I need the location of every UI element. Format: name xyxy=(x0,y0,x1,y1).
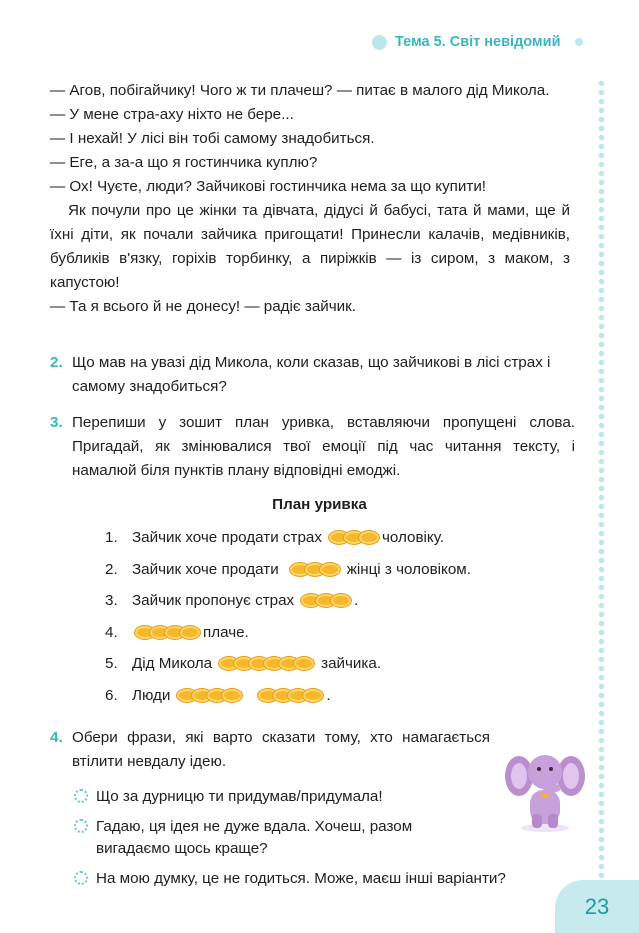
task-4 xyxy=(50,726,490,774)
task-number: 3. xyxy=(50,414,63,431)
plan-item-number: 3. xyxy=(105,592,118,610)
elephant-illustration-icon xyxy=(505,748,585,834)
plan-item xyxy=(105,617,471,649)
dotted-margin-line xyxy=(598,79,605,889)
header-dot-icon xyxy=(372,35,387,50)
task-text: Перепиши у зошит план уривка, вставляючи пропущені слова. Пригадай, як змінювалися твої емоції під час читання тексту, і намалюй біля пунктів плану відповідні емоджі. xyxy=(72,414,575,479)
phrase-options xyxy=(74,786,506,898)
plan-item-text-after: . xyxy=(326,686,331,704)
page-number: 23 xyxy=(555,880,639,933)
task-text: Обери фрази, які варто сказати тому, хто намагається втілити невдалу ідею. xyxy=(72,729,490,770)
blank-icon xyxy=(300,593,352,608)
section-title: Тема 5. Світ невідомий xyxy=(395,34,561,50)
task-number: 2. xyxy=(50,354,63,371)
phrase-option[interactable] xyxy=(74,786,506,808)
plan-item xyxy=(105,585,471,617)
task-3 xyxy=(50,411,575,483)
plan-item-number: 1. xyxy=(105,529,118,547)
plan-item-number: 4. xyxy=(105,623,118,641)
plan-item-text-after: жінці з чоловіком. xyxy=(346,560,471,578)
plan-item-text-before: Зайчик хоче продати xyxy=(132,560,279,578)
plan-item-number: 5. xyxy=(105,655,118,673)
story-line: — Ох! Чуєте, люди? Зайчикові гостинчика нема за що купити! xyxy=(50,178,487,195)
blank-icon xyxy=(328,530,380,545)
page-header xyxy=(372,34,583,50)
story-paragraph: Як почули про це жінки та дівчата, дідусі й бабусі, тата й мами, ще й їхні діти, як почали зайчика пригощати! Принесли калачів, медівників, бубликів в'язку, горіхів торбинку, а пиріжків — із сиром, з маком, з капустою! xyxy=(50,202,570,291)
plan-item xyxy=(105,648,471,680)
story-text xyxy=(50,79,570,319)
story-line: — Та я всього й не донесу! — радіє зайчик. xyxy=(50,298,357,315)
blank-icon xyxy=(176,688,243,703)
task-number: 4. xyxy=(50,729,63,746)
blank-icon xyxy=(134,625,201,640)
phrase-text: Гадаю, ця ідея не дуже вдала. Хочеш, разом вигадаємо щось краще? xyxy=(96,818,413,857)
phrase-text: Що за дурницю ти придумав/придумала! xyxy=(96,788,383,805)
plan-item xyxy=(105,522,471,554)
plan-item-text-before: Люди xyxy=(132,686,171,704)
option-marker-icon xyxy=(74,819,88,833)
plan-item-text-before: Зайчик пропонує страх xyxy=(132,592,295,610)
plan-list xyxy=(105,522,471,711)
story-line: — Еге, а за-а що я гостинчика куплю? xyxy=(50,154,318,171)
plan-item-number: 6. xyxy=(105,686,118,704)
plan-item-text-after: . xyxy=(354,592,359,610)
option-marker-icon xyxy=(74,789,88,803)
plan-item xyxy=(105,680,471,712)
story-line: — І нехай! У лісі він тобі самому знадобиться. xyxy=(50,130,375,147)
story-line: — У мене стра-аху ніхто не бере... xyxy=(50,106,294,123)
blank-icon xyxy=(257,688,324,703)
phrase-option[interactable] xyxy=(74,868,506,890)
phrase-text: На мою думку, це не годиться. Може, маєш інші варіанти? xyxy=(96,870,506,887)
plan-title: План уривка xyxy=(272,496,367,513)
plan-item-text-after: чоловіку. xyxy=(381,529,444,547)
header-small-dot-icon xyxy=(575,38,583,46)
plan-item-text-before: Зайчик хоче продати страх xyxy=(132,529,322,547)
plan-item-text-after: плаче. xyxy=(203,623,249,641)
story-line: — Агов, побігайчику! Чого ж ти плачеш? — питає в малого дід Микола. xyxy=(50,82,550,99)
phrase-option[interactable] xyxy=(74,816,474,860)
plan-item xyxy=(105,554,471,586)
task-2 xyxy=(50,351,575,399)
option-marker-icon xyxy=(74,871,88,885)
blank-icon xyxy=(289,562,341,577)
plan-item-text-after: зайчика. xyxy=(321,655,382,673)
task-text: Що мав на увазі дід Микола, коли сказав, що зайчикові в лісі страх і самому знадобиться? xyxy=(72,354,551,395)
plan-item-number: 2. xyxy=(105,560,118,578)
plan-item-text-before: Дід Микола xyxy=(132,655,213,673)
blank-icon xyxy=(218,656,315,671)
